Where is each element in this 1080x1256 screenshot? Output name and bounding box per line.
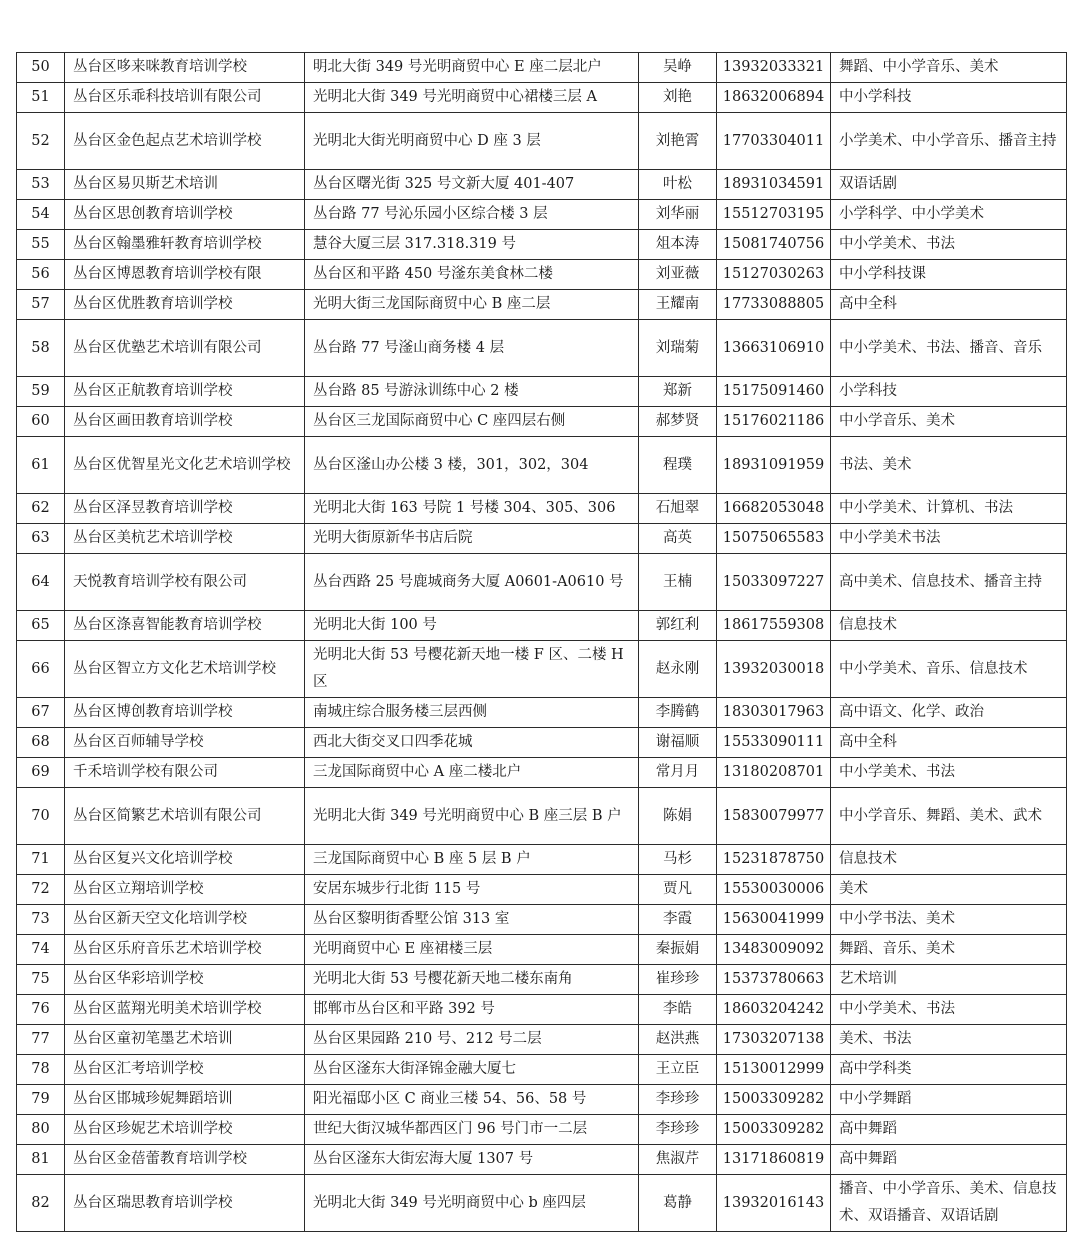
phone-number-cell: 18603204242 <box>717 995 831 1025</box>
row-number-cell: 82 <box>17 1175 65 1232</box>
contact-person-cell: 赵永刚 <box>639 641 717 698</box>
phone-number-cell: 17303207138 <box>717 1025 831 1055</box>
subjects-cell: 中小学音乐、美术 <box>831 407 1067 437</box>
row-number-cell: 81 <box>17 1145 65 1175</box>
phone-number-cell: 15175091460 <box>717 377 831 407</box>
school-list-table <box>16 52 1067 1232</box>
table-row <box>17 494 1067 524</box>
row-number-cell: 77 <box>17 1025 65 1055</box>
phone-number-cell: 18931034591 <box>717 170 831 200</box>
school-address-cell: 光明北大街 349 号光明商贸中心 B 座三层 B 户 <box>305 788 639 845</box>
table-row <box>17 1055 1067 1085</box>
subjects-cell: 小学科技 <box>831 377 1067 407</box>
school-address-cell: 丛台区和平路 450 号滏东美食林二楼 <box>305 260 639 290</box>
contact-person-cell: 谢福顺 <box>639 728 717 758</box>
contact-person-cell: 郝梦贤 <box>639 407 717 437</box>
subjects-cell: 中小学美术、书法、播音、音乐 <box>831 320 1067 377</box>
phone-number-cell: 18617559308 <box>717 611 831 641</box>
contact-person-cell: 刘华丽 <box>639 200 717 230</box>
phone-number-cell: 15533090111 <box>717 728 831 758</box>
table-row <box>17 611 1067 641</box>
subjects-cell: 双语话剧 <box>831 170 1067 200</box>
phone-number-cell: 15630041999 <box>717 905 831 935</box>
school-name-cell: 丛台区优胜教育培训学校 <box>65 290 305 320</box>
row-number-cell: 52 <box>17 113 65 170</box>
phone-number-cell: 15033097227 <box>717 554 831 611</box>
school-name-cell: 丛台区美杭艺术培训学校 <box>65 524 305 554</box>
contact-person-cell: 刘亚薇 <box>639 260 717 290</box>
school-name-cell: 丛台区智立方文化艺术培训学校 <box>65 641 305 698</box>
school-name-cell: 丛台区童初笔墨艺术培训 <box>65 1025 305 1055</box>
phone-number-cell: 13932016143 <box>717 1175 831 1232</box>
row-number-cell: 59 <box>17 377 65 407</box>
contact-person-cell: 王立臣 <box>639 1055 717 1085</box>
subjects-cell: 美术、书法 <box>831 1025 1067 1055</box>
row-number-cell: 71 <box>17 845 65 875</box>
school-address-cell: 光明北大街 349 号光明商贸中心 b 座四层 <box>305 1175 639 1232</box>
school-name-cell: 丛台区新天空文化培训学校 <box>65 905 305 935</box>
table-row <box>17 758 1067 788</box>
school-name-cell: 丛台区博恩教育培训学校有限 <box>65 260 305 290</box>
row-number-cell: 50 <box>17 53 65 83</box>
school-address-cell: 光明北大街 163 号院 1 号楼 304、305、306 <box>305 494 639 524</box>
table-row <box>17 1085 1067 1115</box>
table-row <box>17 260 1067 290</box>
contact-person-cell: 马杉 <box>639 845 717 875</box>
school-name-cell: 丛台区画田教育培训学校 <box>65 407 305 437</box>
school-name-cell: 丛台区华彩培训学校 <box>65 965 305 995</box>
school-name-cell: 丛台区汇考培训学校 <box>65 1055 305 1085</box>
school-name-cell: 丛台区金色起点艺术培训学校 <box>65 113 305 170</box>
table-row <box>17 377 1067 407</box>
contact-person-cell: 郭红利 <box>639 611 717 641</box>
school-address-cell: 光明大街三龙国际商贸中心 B 座二层 <box>305 290 639 320</box>
school-address-cell: 三龙国际商贸中心 B 座 5 层 B 户 <box>305 845 639 875</box>
phone-number-cell: 15127030263 <box>717 260 831 290</box>
phone-number-cell: 13483009092 <box>717 935 831 965</box>
phone-number-cell: 15373780663 <box>717 965 831 995</box>
school-address-cell: 阳光福邸小区 C 商业三楼 54、56、58 号 <box>305 1085 639 1115</box>
school-name-cell: 丛台区博创教育培训学校 <box>65 698 305 728</box>
contact-person-cell: 贾凡 <box>639 875 717 905</box>
phone-number-cell: 15512703195 <box>717 200 831 230</box>
contact-person-cell: 程璞 <box>639 437 717 494</box>
row-number-cell: 63 <box>17 524 65 554</box>
contact-person-cell: 赵洪燕 <box>639 1025 717 1055</box>
subjects-cell: 中小学美术、书法 <box>831 995 1067 1025</box>
school-address-cell: 安居东城步行北街 115 号 <box>305 875 639 905</box>
school-address-cell: 丛台区果园路 210 号、212 号二层 <box>305 1025 639 1055</box>
subjects-cell: 舞蹈、中小学音乐、美术 <box>831 53 1067 83</box>
table-row <box>17 1145 1067 1175</box>
phone-number-cell: 15130012999 <box>717 1055 831 1085</box>
contact-person-cell: 刘艳 <box>639 83 717 113</box>
table-row <box>17 200 1067 230</box>
table-body <box>17 53 1067 1232</box>
school-name-cell: 丛台区易贝斯艺术培训 <box>65 170 305 200</box>
subjects-cell: 信息技术 <box>831 611 1067 641</box>
contact-person-cell: 葛静 <box>639 1175 717 1232</box>
contact-person-cell: 李珍珍 <box>639 1115 717 1145</box>
row-number-cell: 62 <box>17 494 65 524</box>
school-address-cell: 丛台区黎明街香墅公馆 313 室 <box>305 905 639 935</box>
table-row <box>17 698 1067 728</box>
table-row <box>17 1115 1067 1145</box>
row-number-cell: 54 <box>17 200 65 230</box>
table-row <box>17 170 1067 200</box>
contact-person-cell: 王楠 <box>639 554 717 611</box>
row-number-cell: 79 <box>17 1085 65 1115</box>
row-number-cell: 65 <box>17 611 65 641</box>
subjects-cell: 高中全科 <box>831 728 1067 758</box>
school-name-cell: 丛台区泽昱教育培训学校 <box>65 494 305 524</box>
school-name-cell: 丛台区蓝翔光明美术培训学校 <box>65 995 305 1025</box>
table-row <box>17 437 1067 494</box>
row-number-cell: 56 <box>17 260 65 290</box>
contact-person-cell: 李珍珍 <box>639 1085 717 1115</box>
subjects-cell: 高中学科类 <box>831 1055 1067 1085</box>
subjects-cell: 中小学书法、美术 <box>831 905 1067 935</box>
school-name-cell: 丛台区乐乖科技培训有限公司 <box>65 83 305 113</box>
school-address-cell: 光明商贸中心 E 座裙楼三层 <box>305 935 639 965</box>
subjects-cell: 中小学舞蹈 <box>831 1085 1067 1115</box>
row-number-cell: 57 <box>17 290 65 320</box>
subjects-cell: 中小学美术、音乐、信息技术 <box>831 641 1067 698</box>
phone-number-cell: 13932033321 <box>717 53 831 83</box>
table-row <box>17 407 1067 437</box>
subjects-cell: 中小学美术书法 <box>831 524 1067 554</box>
subjects-cell: 中小学美术、计算机、书法 <box>831 494 1067 524</box>
school-name-cell: 丛台区简繁艺术培训有限公司 <box>65 788 305 845</box>
school-address-cell: 丛台区曙光街 325 号文新大厦 401-407 <box>305 170 639 200</box>
school-address-cell: 光明北大街 349 号光明商贸中心裙楼三层 A <box>305 83 639 113</box>
school-name-cell: 丛台区邯城珍妮舞蹈培训 <box>65 1085 305 1115</box>
subjects-cell: 播音、中小学音乐、美术、信息技术、双语播音、双语话剧 <box>831 1175 1067 1232</box>
contact-person-cell: 常月月 <box>639 758 717 788</box>
school-address-cell: 西北大街交叉口四季花城 <box>305 728 639 758</box>
row-number-cell: 61 <box>17 437 65 494</box>
table-row <box>17 113 1067 170</box>
school-address-cell: 丛台区滏东大街泽锦金融大厦七 <box>305 1055 639 1085</box>
contact-person-cell: 刘瑞菊 <box>639 320 717 377</box>
row-number-cell: 51 <box>17 83 65 113</box>
phone-number-cell: 15081740756 <box>717 230 831 260</box>
phone-number-cell: 15176021186 <box>717 407 831 437</box>
subjects-cell: 中小学科技课 <box>831 260 1067 290</box>
subjects-cell: 小学美术、中小学音乐、播音主持 <box>831 113 1067 170</box>
phone-number-cell: 15231878750 <box>717 845 831 875</box>
table-row <box>17 965 1067 995</box>
table-row <box>17 845 1067 875</box>
table-row <box>17 935 1067 965</box>
subjects-cell: 中小学美术、书法 <box>831 230 1067 260</box>
school-address-cell: 光明北大街 100 号 <box>305 611 639 641</box>
contact-person-cell: 俎本涛 <box>639 230 717 260</box>
school-address-cell: 光明北大街光明商贸中心 D 座 3 层 <box>305 113 639 170</box>
row-number-cell: 66 <box>17 641 65 698</box>
subjects-cell: 高中舞蹈 <box>831 1145 1067 1175</box>
school-address-cell: 丛台西路 25 号鹿城商务大厦 A0601-A0610 号 <box>305 554 639 611</box>
table-row <box>17 524 1067 554</box>
subjects-cell: 中小学科技 <box>831 83 1067 113</box>
row-number-cell: 80 <box>17 1115 65 1145</box>
subjects-cell: 高中舞蹈 <box>831 1115 1067 1145</box>
phone-number-cell: 13180208701 <box>717 758 831 788</box>
school-name-cell: 丛台区翰墨雅轩教育培训学校 <box>65 230 305 260</box>
table-row <box>17 641 1067 698</box>
table-row <box>17 728 1067 758</box>
school-address-cell: 光明北大街 53 号樱花新天地二楼东南角 <box>305 965 639 995</box>
row-number-cell: 53 <box>17 170 65 200</box>
school-list-sheet <box>16 52 1066 1232</box>
school-address-cell: 丛台区滏东大街宏海大厦 1307 号 <box>305 1145 639 1175</box>
contact-person-cell: 石旭翠 <box>639 494 717 524</box>
row-number-cell: 75 <box>17 965 65 995</box>
school-address-cell: 丛台路 85 号游泳训练中心 2 楼 <box>305 377 639 407</box>
row-number-cell: 70 <box>17 788 65 845</box>
subjects-cell: 高中全科 <box>831 290 1067 320</box>
school-name-cell: 丛台区正航教育培训学校 <box>65 377 305 407</box>
school-address-cell: 丛台区滏山办公楼 3 楼，301，302，304 <box>305 437 639 494</box>
school-address-cell: 世纪大街汉城华都西区门 96 号门市一二层 <box>305 1115 639 1145</box>
row-number-cell: 73 <box>17 905 65 935</box>
subjects-cell: 高中语文、化学、政治 <box>831 698 1067 728</box>
school-name-cell: 丛台区乐府音乐艺术培训学校 <box>65 935 305 965</box>
school-name-cell: 丛台区金蓓蕾教育培训学校 <box>65 1145 305 1175</box>
school-name-cell: 丛台区复兴文化培训学校 <box>65 845 305 875</box>
subjects-cell: 美术 <box>831 875 1067 905</box>
contact-person-cell: 吴峥 <box>639 53 717 83</box>
table-row <box>17 875 1067 905</box>
table-row <box>17 290 1067 320</box>
row-number-cell: 58 <box>17 320 65 377</box>
phone-number-cell: 13932030018 <box>717 641 831 698</box>
phone-number-cell: 15003309282 <box>717 1085 831 1115</box>
school-name-cell: 丛台区优智星光文化艺术培训学校 <box>65 437 305 494</box>
phone-number-cell: 18632006894 <box>717 83 831 113</box>
school-address-cell: 邯郸市丛台区和平路 392 号 <box>305 995 639 1025</box>
school-name-cell: 丛台区立翔培训学校 <box>65 875 305 905</box>
phone-number-cell: 16682053048 <box>717 494 831 524</box>
contact-person-cell: 崔珍珍 <box>639 965 717 995</box>
school-name-cell: 丛台区思创教育培训学校 <box>65 200 305 230</box>
subjects-cell: 艺术培训 <box>831 965 1067 995</box>
contact-person-cell: 李霞 <box>639 905 717 935</box>
school-name-cell: 丛台区哆来咪教育培训学校 <box>65 53 305 83</box>
phone-number-cell: 13663106910 <box>717 320 831 377</box>
row-number-cell: 55 <box>17 230 65 260</box>
table-row <box>17 554 1067 611</box>
contact-person-cell: 焦淑芹 <box>639 1145 717 1175</box>
school-name-cell: 丛台区瑞思教育培训学校 <box>65 1175 305 1232</box>
table-row <box>17 320 1067 377</box>
school-address-cell: 丛台路 77 号沁乐园小区综合楼 3 层 <box>305 200 639 230</box>
school-name-cell: 丛台区优塾艺术培训有限公司 <box>65 320 305 377</box>
table-row <box>17 788 1067 845</box>
school-address-cell: 丛台区三龙国际商贸中心 C 座四层右侧 <box>305 407 639 437</box>
school-name-cell: 千禾培训学校有限公司 <box>65 758 305 788</box>
school-address-cell: 光明大街原新华书店后院 <box>305 524 639 554</box>
phone-number-cell: 15075065583 <box>717 524 831 554</box>
row-number-cell: 69 <box>17 758 65 788</box>
subjects-cell: 中小学音乐、舞蹈、美术、武术 <box>831 788 1067 845</box>
school-name-cell: 丛台区百师辅导学校 <box>65 728 305 758</box>
table-row <box>17 995 1067 1025</box>
contact-person-cell: 高英 <box>639 524 717 554</box>
table-row <box>17 1175 1067 1232</box>
school-address-cell: 三龙国际商贸中心 A 座二楼北户 <box>305 758 639 788</box>
phone-number-cell: 15003309282 <box>717 1115 831 1145</box>
phone-number-cell: 18303017963 <box>717 698 831 728</box>
row-number-cell: 67 <box>17 698 65 728</box>
subjects-cell: 信息技术 <box>831 845 1067 875</box>
row-number-cell: 74 <box>17 935 65 965</box>
contact-person-cell: 郑新 <box>639 377 717 407</box>
contact-person-cell: 刘艳霄 <box>639 113 717 170</box>
row-number-cell: 78 <box>17 1055 65 1085</box>
contact-person-cell: 陈娟 <box>639 788 717 845</box>
school-address-cell: 南城庄综合服务楼三层西侧 <box>305 698 639 728</box>
row-number-cell: 64 <box>17 554 65 611</box>
school-address-cell: 明北大街 349 号光明商贸中心 E 座二层北户 <box>305 53 639 83</box>
contact-person-cell: 王耀南 <box>639 290 717 320</box>
table-row <box>17 230 1067 260</box>
row-number-cell: 72 <box>17 875 65 905</box>
school-name-cell: 丛台区涤喜智能教育培训学校 <box>65 611 305 641</box>
table-row <box>17 1025 1067 1055</box>
row-number-cell: 60 <box>17 407 65 437</box>
subjects-cell: 中小学美术、书法 <box>831 758 1067 788</box>
school-address-cell: 慧谷大厦三层 317.318.319 号 <box>305 230 639 260</box>
phone-number-cell: 17703304011 <box>717 113 831 170</box>
row-number-cell: 76 <box>17 995 65 1025</box>
phone-number-cell: 17733088805 <box>717 290 831 320</box>
subjects-cell: 舞蹈、音乐、美术 <box>831 935 1067 965</box>
subjects-cell: 书法、美术 <box>831 437 1067 494</box>
row-number-cell: 68 <box>17 728 65 758</box>
contact-person-cell: 李皓 <box>639 995 717 1025</box>
table-row <box>17 83 1067 113</box>
school-name-cell: 丛台区珍妮艺术培训学校 <box>65 1115 305 1145</box>
school-address-cell: 丛台路 77 号滏山商务楼 4 层 <box>305 320 639 377</box>
subjects-cell: 高中美术、信息技术、播音主持 <box>831 554 1067 611</box>
table-row <box>17 905 1067 935</box>
phone-number-cell: 13171860819 <box>717 1145 831 1175</box>
contact-person-cell: 李腾鹤 <box>639 698 717 728</box>
contact-person-cell: 秦振娟 <box>639 935 717 965</box>
table-row <box>17 53 1067 83</box>
phone-number-cell: 15530030006 <box>717 875 831 905</box>
phone-number-cell: 15830079977 <box>717 788 831 845</box>
school-name-cell: 天悦教育培训学校有限公司 <box>65 554 305 611</box>
school-address-cell: 光明北大街 53 号樱花新天地一楼 F 区、二楼 H 区 <box>305 641 639 698</box>
phone-number-cell: 18931091959 <box>717 437 831 494</box>
contact-person-cell: 叶松 <box>639 170 717 200</box>
subjects-cell: 小学科学、中小学美术 <box>831 200 1067 230</box>
